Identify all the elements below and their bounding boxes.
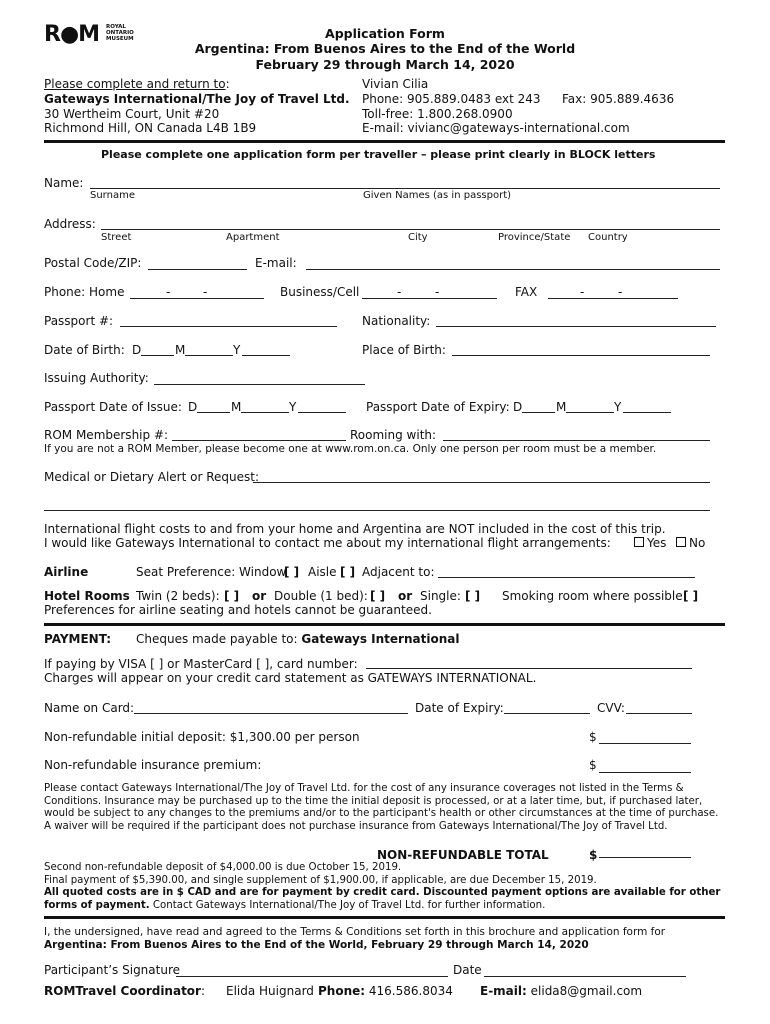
city-label: City	[408, 232, 428, 243]
insurance-label: Non-refundable insurance premium:	[44, 758, 262, 772]
or-label-2: or	[398, 589, 413, 603]
flight-no-option[interactable]	[676, 536, 705, 550]
pp-expiry-year-field[interactable]	[623, 412, 671, 413]
single-label: Single:	[420, 589, 461, 603]
insurance-note	[44, 783, 718, 833]
company-name: Gateways International/The Joy of Travel Ltd.	[44, 92, 350, 106]
nationality-label: Nationality:	[362, 314, 431, 328]
pp-expiry-m: M	[556, 400, 567, 414]
seat-pref-label: Seat Preference: Window	[136, 565, 287, 579]
pp-expiry-y: Y	[614, 400, 622, 414]
rooming-field[interactable]	[443, 440, 710, 441]
pob-label: Place of Birth:	[362, 343, 446, 357]
dob-m: M	[175, 343, 186, 357]
country-label: Country	[588, 232, 628, 243]
issuing-label: Issuing Authority:	[44, 371, 149, 385]
insurance-note-line4: A waiver will be required if the participant does not purchase insurance from Gateways International/The Joy of Travel Ltd.	[44, 820, 668, 832]
apartment-label: Apartment	[226, 232, 280, 243]
fax-dash1: -	[580, 285, 585, 299]
form-dates: February 29 through March 14, 2020	[255, 57, 515, 72]
name-on-card-field[interactable]	[134, 713, 408, 714]
contact-fax: Fax: 905.889.4636	[562, 92, 675, 106]
postal-label: Postal Code/ZIP:	[44, 256, 142, 270]
no-checkbox[interactable]	[676, 537, 686, 547]
total-dollar: $	[589, 848, 598, 862]
card-expiry-field[interactable]	[504, 713, 590, 714]
passport-field[interactable]	[120, 326, 337, 327]
company-address1: 30 Wertheim Court, Unit #20	[44, 107, 220, 121]
pp-issue-day-field[interactable]	[197, 412, 230, 413]
adjacent-field[interactable]	[438, 577, 695, 578]
divider-payment	[44, 623, 725, 626]
form-subtitle: Argentina: From Buenos Aires to the End of the World	[194, 41, 576, 56]
insurance-dollar: $	[589, 758, 597, 772]
issuing-field[interactable]	[154, 384, 365, 385]
medical-label: Medical or Dietary Alert or Request:	[44, 470, 259, 484]
pp-expiry-d: D	[513, 400, 523, 414]
business-dash2: -	[435, 285, 440, 299]
card-expiry-label: Date of Expiry:	[415, 701, 504, 715]
insurance-note-line1: Please contact Gateways International/The Joy of Travel Ltd. for the cost of any insurance coverages not listed in the Terms &	[44, 783, 684, 794]
airline-label: Airline	[44, 565, 89, 579]
cheques-label: Cheques made payable to: Gateways International	[136, 632, 460, 646]
form-title: Application Form	[325, 26, 445, 41]
divider-top	[44, 140, 725, 143]
logo-line3: MUSEUM	[106, 36, 134, 42]
contact-person: Vivian Cilia	[362, 77, 429, 91]
instruction: Please complete one application form per traveller – please print clearly in BLOCK letters	[101, 148, 656, 161]
address-label: Address:	[44, 217, 96, 231]
hotel-label: Hotel Rooms	[44, 589, 130, 603]
phone-home-field[interactable]	[130, 298, 264, 299]
rom-note: If you are not a ROM Member, please become one at www.rom.on.ca. Only one person per room must be a member.	[44, 443, 657, 455]
signature-field[interactable]	[176, 976, 448, 977]
pob-field[interactable]	[452, 355, 710, 356]
double-checkbox[interactable]: [ ]	[370, 589, 386, 603]
flight-note1: International flight costs to and from your home and Argentina are NOT included in the cost of this trip.	[44, 522, 666, 536]
quoted-costs-note: All quoted costs are in $ CAD and are for payment by credit card. Discounted payment options are available for other	[44, 887, 721, 898]
fax-label: FAX	[515, 285, 538, 299]
dob-month-field[interactable]	[185, 355, 233, 356]
smoking-checkbox[interactable]: [ ]	[683, 589, 699, 603]
deposit-field[interactable]	[599, 743, 691, 744]
pp-issue-d: D	[188, 400, 198, 414]
rooming-label: Rooming with:	[350, 428, 437, 442]
rom-logo: R●M	[44, 22, 100, 47]
card-number-field[interactable]	[366, 668, 692, 669]
signature-date-field[interactable]	[484, 976, 686, 977]
pp-issue-month-field[interactable]	[241, 412, 289, 413]
given-names-label: Given Names (as in passport)	[363, 190, 512, 201]
aisle-checkbox[interactable]: [ ]	[340, 565, 356, 579]
contact-tollfree: Toll-free: 1.800.268.0900	[362, 107, 513, 121]
name-label: Name:	[44, 176, 84, 190]
business-dash1: -	[397, 285, 402, 299]
quoted-costs-note-line2: forms of payment. Contact Gateways International/The Joy of Travel Ltd. for further information.	[44, 899, 546, 911]
phone-home-dash2: -	[203, 285, 208, 299]
second-deposit-note: Second non-refundable deposit of $4,000.00 is due October 15, 2019.	[44, 862, 402, 873]
charges-note: Charges will appear on your credit card statement as GATEWAYS INTERNATIONAL.	[44, 671, 537, 685]
coordinator-name: Elida Huignard	[226, 984, 314, 998]
pp-issue-m: M	[231, 400, 242, 414]
final-payment-note: Final payment of $5,390.00, and single supplement of $1,900.00, if applicable, are due December 15, 2019.	[44, 874, 597, 886]
dob-day-field[interactable]	[141, 355, 174, 356]
phone-home-label: Phone: Home	[44, 285, 125, 299]
passport-label: Passport #:	[44, 314, 114, 328]
pp-expiry-month-field[interactable]	[566, 412, 614, 413]
yes-label: Yes	[647, 536, 667, 550]
twin-checkbox[interactable]: [ ]	[224, 589, 240, 603]
nationality-field[interactable]	[436, 326, 716, 327]
dob-d: D	[132, 343, 142, 357]
payee: Gateways International	[301, 632, 460, 646]
contact-email: E-mail: vivianc@gateways-international.com	[362, 121, 630, 135]
company-address2: Richmond Hill, ON Canada L4B 1B9	[44, 121, 257, 135]
dob-year-field[interactable]	[242, 355, 290, 356]
fax-field[interactable]	[548, 298, 678, 299]
email-label: E-mail:	[255, 256, 297, 270]
no-label: No	[689, 536, 706, 550]
total-label: NON-REFUNDABLE TOTAL	[377, 848, 549, 862]
signature-date-label: Date	[453, 963, 482, 977]
preferences-note: Preferences for airline seating and hotels cannot be guaranteed.	[44, 603, 432, 617]
cvv-label: CVV:	[597, 701, 625, 715]
agreement-line1: I, the undersigned, have read and agreed to the Terms & Conditions set forth in this brochure and application form for	[44, 926, 666, 938]
payment-schedule	[44, 862, 720, 912]
coordinator-phone: Phone: 416.586.8034	[318, 984, 453, 998]
business-field[interactable]	[362, 298, 497, 299]
aisle-label: Aisle	[308, 565, 337, 579]
pp-issue-year-field[interactable]	[298, 412, 346, 413]
insurance-note-line3: would be subject to any changes to the premiums and/or to the participant's health or other circumstances at the time of purchase.	[44, 808, 719, 819]
insurance-note-line2: Conditions. Insurance may be purchased up to the time the initial deposit is processed, or at a later time, but, if purchased later,	[44, 795, 703, 807]
business-label: Business/Cell	[280, 285, 360, 299]
pp-issue-label: Passport Date of Issue:	[44, 400, 182, 414]
payment-label: PAYMENT:	[44, 632, 112, 646]
pp-expiry-label: Passport Date of Expiry:	[366, 400, 510, 414]
logo-line2: ONTARIO	[106, 30, 134, 36]
street-label: Street	[101, 232, 132, 243]
phone-home-dash1: -	[166, 285, 171, 299]
insurance-field[interactable]	[599, 772, 691, 773]
medical-field[interactable]	[253, 482, 710, 483]
pp-issue-y: Y	[289, 400, 297, 414]
surname-label: Surname	[90, 190, 135, 201]
window-checkbox[interactable]: [ ]	[284, 565, 300, 579]
single-checkbox[interactable]: [ ]	[465, 589, 481, 603]
rom-membership-label: ROM Membership #:	[44, 428, 169, 442]
card-type-label: If paying by VISA [ ] or MasterCard [ ], card number:	[44, 657, 358, 671]
coordinator-email[interactable]: E-mail: elida8@gmail.com	[480, 984, 643, 998]
fax-dash2: -	[618, 285, 623, 299]
name-field[interactable]	[90, 188, 720, 189]
or-label-1: or	[252, 589, 267, 603]
flight-yes-option[interactable]	[634, 536, 666, 550]
medical-field-line2[interactable]	[44, 510, 710, 511]
email-field[interactable]	[306, 269, 720, 270]
deposit-dollar: $	[589, 730, 597, 744]
rom-membership-field[interactable]	[172, 440, 346, 441]
cvv-field[interactable]	[626, 713, 692, 714]
total-field[interactable]	[599, 857, 691, 858]
pp-expiry-day-field[interactable]	[522, 412, 555, 413]
double-label: Double (1 bed):	[274, 589, 368, 603]
agreement-line2: Argentina: From Buenos Aires to the End of the World, February 29 through March 14, 2020	[44, 939, 589, 951]
twin-label: Twin (2 beds):	[136, 589, 220, 603]
contact-phone: Phone: 905.889.0483 ext 243	[362, 92, 541, 106]
return-label: Please complete and return to:	[44, 77, 230, 91]
province-label: Province/State	[498, 232, 571, 243]
adjacent-label: Adjacent to:	[362, 565, 435, 579]
yes-checkbox[interactable]	[634, 537, 644, 547]
logo-line1: ROYAL	[106, 24, 126, 30]
flight-note2: I would like Gateways International to contact me about my international flight arrangements:	[44, 536, 611, 550]
postal-field[interactable]	[148, 269, 247, 270]
dob-y: Y	[233, 343, 241, 357]
deposit-label: Non-refundable initial deposit: $1,300.00 per person	[44, 730, 360, 744]
address-field[interactable]	[101, 229, 720, 230]
name-on-card-label: Name on Card:	[44, 701, 135, 715]
dob-label: Date of Birth:	[44, 343, 125, 357]
smoking-label: Smoking room where possible:	[502, 589, 687, 603]
divider-agreement	[44, 916, 725, 919]
signature-label: Participant’s Signature	[44, 963, 181, 977]
coordinator-label: ROMTravel Coordinator:	[44, 984, 206, 998]
